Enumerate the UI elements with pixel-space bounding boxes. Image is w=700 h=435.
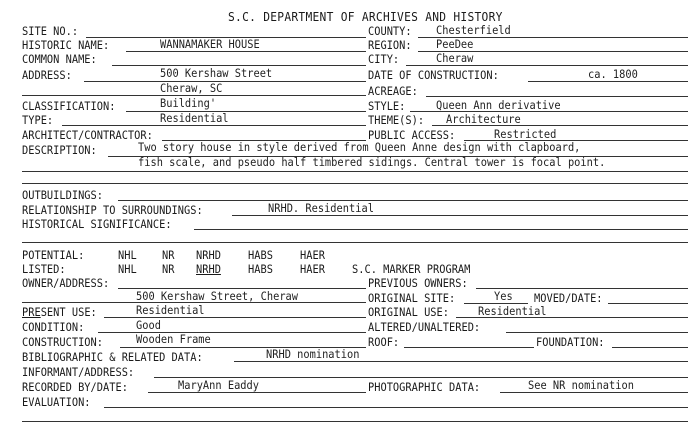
city-value: Cheraw (436, 51, 474, 65)
acreage-line (426, 96, 688, 97)
foundation-line (612, 347, 688, 348)
bibliographic-label: BIBLIOGRAPHIC & RELATED DATA: (22, 350, 203, 364)
potential-haer: HAER (300, 248, 325, 262)
bibliographic-line (234, 361, 688, 362)
classification-label: CLASSIFICATION: (22, 99, 116, 113)
address-line1-value: 500 Kershaw Street (160, 66, 273, 80)
style-label: STYLE: (368, 99, 406, 113)
relationship-label: RELATIONSHIP TO SURROUNDINGS: (22, 203, 203, 217)
potential-habs: HABS (248, 248, 273, 262)
moved-date-line (608, 303, 688, 304)
common-name-label: COMMON NAME: (22, 52, 97, 66)
significance-label: HISTORICAL SIGNIFICANCE: (22, 217, 172, 231)
potential-nr: NR (162, 248, 175, 262)
original-site-value: Yes (494, 289, 513, 303)
potential-label: POTENTIAL: (22, 248, 85, 262)
outbuildings-line (118, 200, 688, 201)
recorded-by-line (148, 392, 366, 393)
classification-value: Building' (160, 96, 217, 110)
condition-value: Good (136, 318, 161, 332)
relationship-line (232, 215, 688, 216)
outbuildings-label: OUTBUILDINGS: (22, 188, 104, 202)
historic-name-label: HISTORIC NAME: (22, 38, 110, 52)
county-label: COUNTY: (368, 24, 412, 38)
address-label: ADDRESS: (22, 68, 72, 82)
listed-label: LISTED: (22, 262, 66, 276)
address-line (84, 81, 366, 82)
address-line2-value: Cheraw, SC (160, 81, 223, 95)
type-label: TYPE: (22, 113, 54, 127)
informant-label: INFORMANT/ADDRESS: (22, 365, 135, 379)
evaluation-line-2 (22, 421, 688, 422)
city-label: CITY: (368, 52, 400, 66)
listed-nr: NR (162, 262, 175, 276)
recorded-by-value: MaryAnn Eaddy (178, 378, 260, 392)
photographic-value: See NR nomination (528, 378, 634, 392)
owner-address-label: OWNER/ADDRESS: (22, 276, 110, 290)
county-value: Chesterfield (436, 23, 511, 37)
acreage-label: ACREAGE: (368, 84, 418, 98)
themes-label: THEME(S): (368, 113, 425, 127)
type-line (62, 125, 366, 126)
listed-nrhd-selected: NRHD (196, 262, 221, 276)
previous-owners-label: PREVIOUS OWNERS: (368, 276, 468, 290)
region-value: PeeDee (436, 37, 474, 51)
bibliographic-value: NRHD nomination (266, 347, 360, 361)
marker-program-label: S.C. MARKER PROGRAM (352, 262, 471, 276)
style-value: Queen Ann derivative (436, 98, 561, 112)
city-line (406, 65, 688, 66)
date-construction-label: DATE OF CONSTRUCTION: (368, 68, 499, 82)
condition-label: CONDITION: (22, 320, 85, 334)
foundation-label: FOUNDATION: (536, 335, 605, 349)
moved-date-label: MOVED/DATE: (534, 291, 603, 305)
type-value: Residential (160, 111, 229, 125)
evaluation-line (104, 407, 688, 408)
potential-nhl: NHL (118, 248, 137, 262)
photographic-label: PHOTOGRAPHIC DATA: (368, 380, 481, 394)
region-label: REGION: (368, 38, 412, 52)
themes-value: Architecture (446, 112, 521, 126)
historic-name-line (126, 51, 366, 52)
original-use-value: Residential (478, 304, 547, 318)
construction-label: CONSTRUCTION: (22, 335, 104, 349)
section-divider-2 (22, 242, 688, 243)
original-use-label: ORIGINAL USE: (368, 305, 450, 319)
public-access-label: PUBLIC ACCESS: (368, 128, 456, 142)
photographic-line (500, 392, 688, 393)
date-construction-line (528, 81, 688, 82)
significance-line (194, 229, 688, 230)
date-construction-value: ca. 1800 (588, 67, 638, 81)
roof-label: ROOF: (368, 335, 400, 349)
original-site-label: ORIGINAL SITE: (368, 291, 456, 305)
description-line-2 (22, 171, 688, 172)
roof-line (404, 347, 534, 348)
original-use-line (456, 317, 688, 318)
altered-label: ALTERED/UNALTERED: (368, 320, 481, 334)
present-use-label-rest: SENT USE: (40, 305, 97, 319)
present-use-label (22, 306, 97, 318)
description-value-line1: Two story house in style derived from Queen Anne design with clapboard, (138, 140, 581, 154)
listed-haer: HAER (300, 262, 325, 276)
present-use-label-underlined: PRE (22, 305, 41, 319)
section-divider-1 (22, 183, 688, 184)
relationship-value: NRHD. Residential (268, 201, 374, 215)
altered-line (506, 332, 688, 333)
architect-label: ARCHITECT/CONTRACTOR: (22, 128, 153, 142)
description-value-line2: fish scale, and pseudo half timbered sidings. Central tower is focal point. (138, 155, 606, 169)
site-no-label: SITE NO.: (22, 24, 79, 38)
listed-habs: HABS (248, 262, 273, 276)
evaluation-label: EVALUATION: (22, 395, 91, 409)
themes-line (432, 125, 688, 126)
description-label: DESCRIPTION: (22, 143, 97, 157)
potential-nrhd: NRHD (196, 248, 221, 262)
recorded-by-label: RECORDED BY/DATE: (22, 380, 128, 394)
form-title: S.C. DEPARTMENT OF ARCHIVES AND HISTORY (228, 9, 503, 24)
construction-value: Wooden Frame (136, 332, 211, 346)
listed-nhl: NHL (118, 262, 137, 276)
present-use-value: Residential (136, 303, 205, 317)
historic-name-value: WANNAMAKER HOUSE (160, 37, 260, 51)
owner-address-value: 500 Kershaw Street, Cheraw (136, 289, 299, 303)
public-access-value: Restricted (494, 127, 557, 141)
